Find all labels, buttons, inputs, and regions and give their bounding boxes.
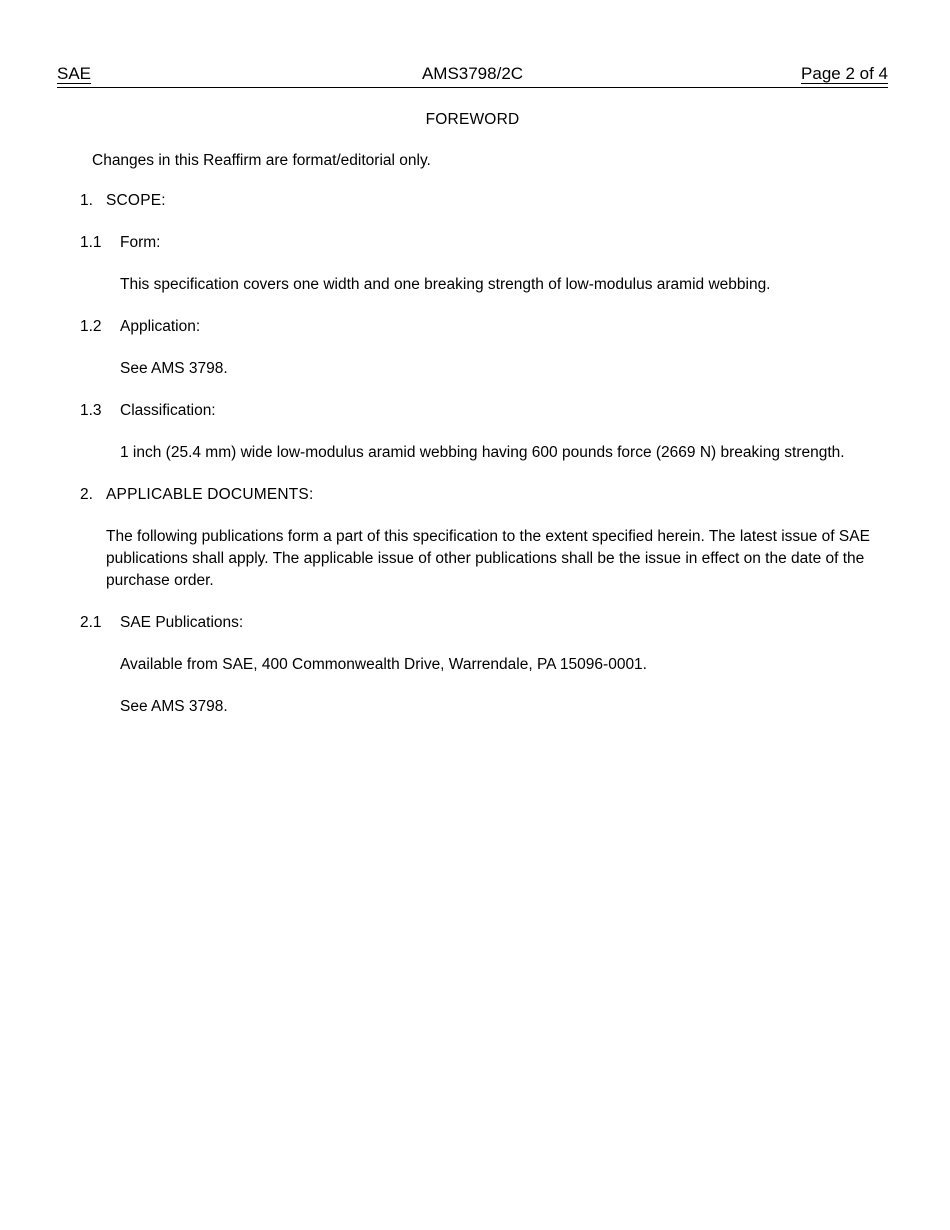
header-page-number: Page 2 of 4 xyxy=(801,64,888,83)
clause-2-1-availability: Available from SAE, 400 Commonwealth Drive, Warrendale, PA 15096-0001. xyxy=(120,656,647,673)
clause-1-3-body: 1 inch (25.4 mm) wide low-modulus aramid webbing having 600 pounds force (2669 N) breaking strength. xyxy=(120,444,845,461)
clause-1-1-form xyxy=(0,232,950,254)
clause-2-applicable-documents xyxy=(0,484,950,506)
header-divider-rule xyxy=(57,87,888,88)
clause-1-heading: SCOPE: xyxy=(106,192,166,209)
clause-2-1-reference: See AMS 3798. xyxy=(120,698,228,715)
clause-2-1-sae-publications xyxy=(0,612,950,634)
clause-2-1-heading: SAE Publications: xyxy=(120,614,244,631)
clause-1-number: 1. xyxy=(80,192,93,209)
page-header xyxy=(57,62,888,88)
editorial-note: Changes in this Reaffirm are format/editorial only. xyxy=(92,152,431,169)
header-document-number: AMS3798/2C xyxy=(421,64,524,83)
clause-2-body: The following publications form a part of this specification to the extent specified herein. The latest issue of SAE publications shall apply. The applicable issue of other publications shall be the issue in effect on the date of the purchase order. xyxy=(106,528,870,589)
clause-1-3-classification xyxy=(0,400,950,422)
clause-2-heading: APPLICABLE DOCUMENTS: xyxy=(106,486,314,503)
page-title: FOREWORD xyxy=(425,111,520,128)
clause-1-3-heading: Classification: xyxy=(120,402,216,419)
clause-1-2-application xyxy=(0,316,950,338)
clause-2-number: 2. xyxy=(80,486,93,503)
clause-1-3-number: 1.3 xyxy=(80,402,102,419)
clause-1-2-number: 1.2 xyxy=(80,318,102,335)
section-list xyxy=(0,190,950,738)
clause-1-1-body: This specification covers one width and one breaking strength of low-modulus aramid webbing. xyxy=(120,276,771,293)
clause-1-1-heading: Form: xyxy=(120,234,161,251)
clause-1-2-heading: Application: xyxy=(120,318,201,335)
clause-1-scope xyxy=(0,190,950,212)
header-organization: SAE xyxy=(57,64,92,83)
clause-2-1-number: 2.1 xyxy=(80,614,102,631)
clause-1-2-body: See AMS 3798. xyxy=(120,360,228,377)
clause-1-1-number: 1.1 xyxy=(80,234,102,251)
